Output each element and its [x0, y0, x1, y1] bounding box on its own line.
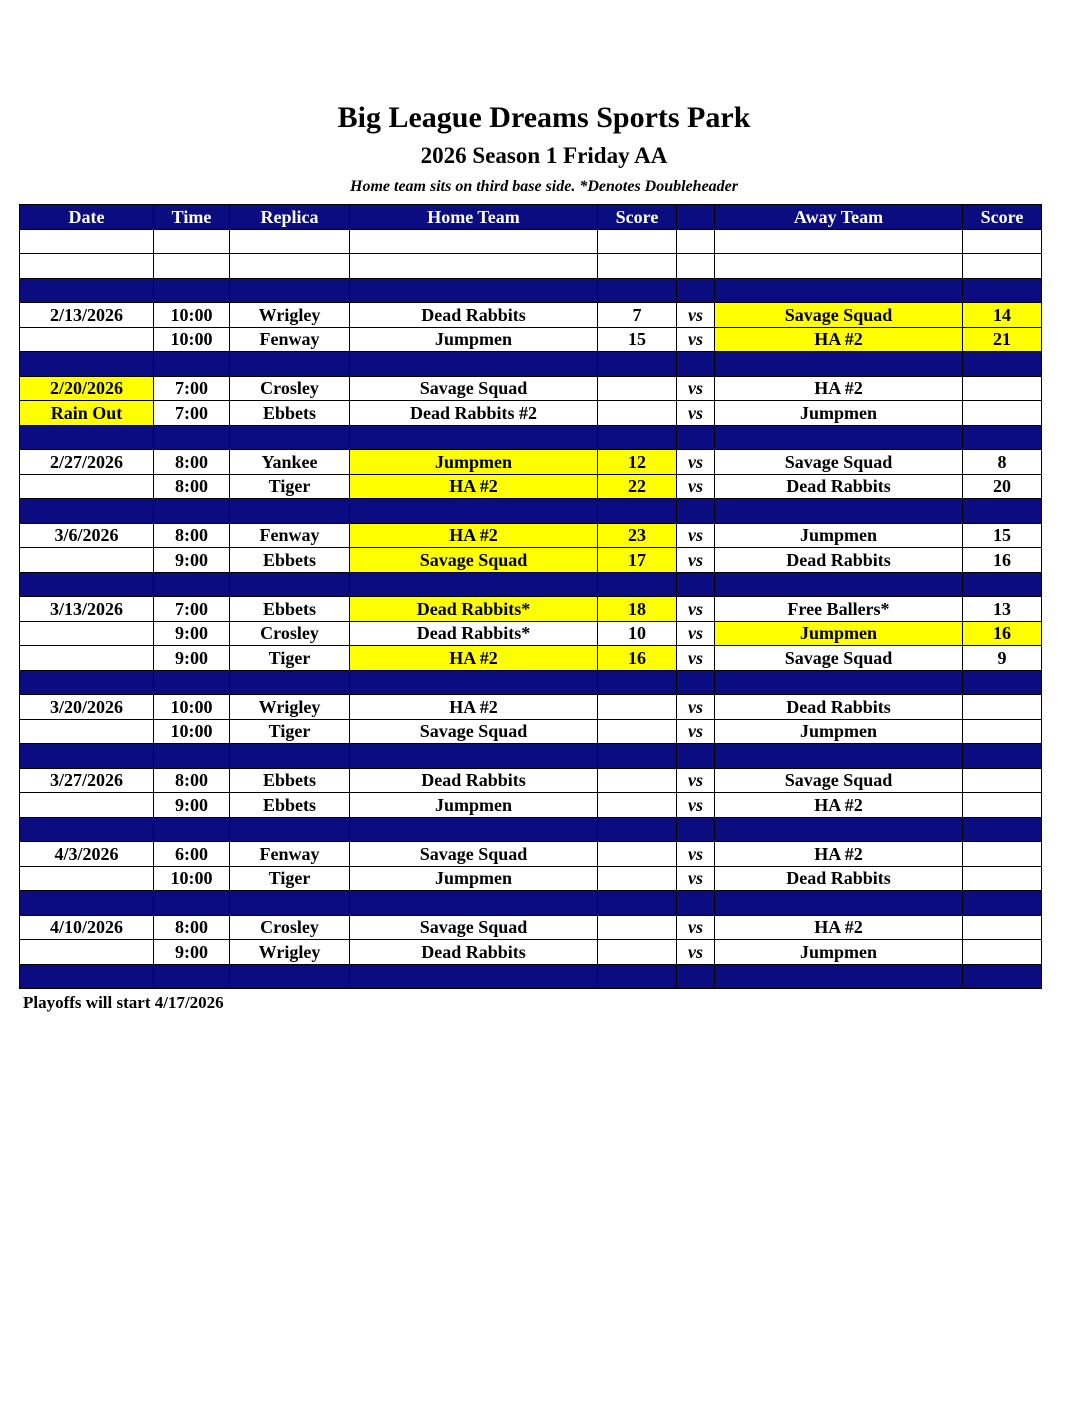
vs-cell: vs [677, 548, 715, 573]
replica-cell: Crosley [230, 376, 350, 401]
replica-cell [230, 352, 350, 377]
col-header-away-score: Score [963, 205, 1042, 230]
vs-cell [677, 964, 715, 989]
date-cell [20, 278, 154, 303]
home-team-cell [350, 817, 598, 842]
col-header-date: Date [20, 205, 154, 230]
col-header-home-team: Home Team [350, 205, 598, 230]
vs-cell: vs [677, 915, 715, 940]
separator-row [20, 964, 1042, 989]
away-team-cell [715, 964, 963, 989]
vs-cell: vs [677, 523, 715, 548]
home-team-cell [350, 499, 598, 524]
vs-cell: vs [677, 793, 715, 818]
away-team-cell: Savage Squad [715, 646, 963, 671]
home-score-cell [598, 744, 677, 769]
time-cell: 10:00 [154, 719, 230, 744]
away-score-cell [963, 866, 1042, 891]
away-score-cell [963, 572, 1042, 597]
home-score-cell [598, 254, 677, 279]
home-team-cell: Dead Rabbits [350, 303, 598, 328]
playoffs-note: Playoffs will start 4/17/2026 [23, 993, 224, 1012]
away-team-cell: HA #2 [715, 793, 963, 818]
date-cell [20, 474, 154, 499]
away-score-cell [963, 793, 1042, 818]
separator-row [20, 891, 1042, 916]
date-cell [20, 499, 154, 524]
time-cell [154, 817, 230, 842]
replica-cell: Fenway [230, 327, 350, 352]
away-score-cell: 9 [963, 646, 1042, 671]
home-score-cell [598, 915, 677, 940]
away-score-cell [963, 499, 1042, 524]
away-score-cell [963, 744, 1042, 769]
home-score-cell [598, 352, 677, 377]
date-cell: 4/10/2026 [20, 915, 154, 940]
vs-cell: vs [677, 646, 715, 671]
vs-cell [677, 817, 715, 842]
home-team-cell [350, 352, 598, 377]
time-cell: 8:00 [154, 474, 230, 499]
away-score-cell [963, 425, 1042, 450]
away-score-cell [963, 352, 1042, 377]
time-cell: 10:00 [154, 303, 230, 328]
home-score-cell [598, 499, 677, 524]
away-score-cell [963, 254, 1042, 279]
vs-cell: vs [677, 303, 715, 328]
game-row [20, 523, 1042, 548]
away-score-cell [963, 695, 1042, 720]
away-score-cell [963, 768, 1042, 793]
away-team-cell: Jumpmen [715, 719, 963, 744]
home-team-note: Home team sits on third base side. *Denotes Doubleheader [350, 178, 738, 195]
vs-cell: vs [677, 695, 715, 720]
game-row [20, 915, 1042, 940]
home-score-cell [598, 278, 677, 303]
time-cell: 7:00 [154, 597, 230, 622]
away-team-cell: Jumpmen [715, 401, 963, 426]
home-score-cell: 22 [598, 474, 677, 499]
date-cell [20, 744, 154, 769]
home-score-cell [598, 817, 677, 842]
home-score-cell [598, 768, 677, 793]
home-score-cell [598, 940, 677, 965]
home-team-cell [350, 278, 598, 303]
date-cell [20, 621, 154, 646]
away-team-cell [715, 499, 963, 524]
date-cell [20, 866, 154, 891]
home-score-cell: 15 [598, 327, 677, 352]
replica-cell [230, 670, 350, 695]
page-title: Big League Dreams Sports Park [337, 101, 751, 134]
home-score-cell [598, 695, 677, 720]
away-team-cell [715, 817, 963, 842]
game-row [20, 401, 1042, 426]
home-score-cell [598, 229, 677, 254]
away-team-cell: Jumpmen [715, 621, 963, 646]
game-row [20, 450, 1042, 475]
away-score-cell: 21 [963, 327, 1042, 352]
home-score-cell: 7 [598, 303, 677, 328]
time-cell [154, 670, 230, 695]
date-cell [20, 817, 154, 842]
home-score-cell [598, 719, 677, 744]
away-team-cell [715, 891, 963, 916]
home-score-cell: 16 [598, 646, 677, 671]
away-score-cell: 16 [963, 621, 1042, 646]
home-score-cell [598, 401, 677, 426]
replica-cell: Wrigley [230, 695, 350, 720]
separator-row [20, 670, 1042, 695]
vs-cell: vs [677, 621, 715, 646]
home-score-cell [598, 425, 677, 450]
away-team-cell [715, 744, 963, 769]
home-team-cell: Dead Rabbits* [350, 597, 598, 622]
home-score-cell: 18 [598, 597, 677, 622]
date-cell: 2/13/2026 [20, 303, 154, 328]
date-cell [20, 352, 154, 377]
replica-cell: Ebbets [230, 401, 350, 426]
away-score-cell: 14 [963, 303, 1042, 328]
date-cell: 3/27/2026 [20, 768, 154, 793]
date-cell: 3/13/2026 [20, 597, 154, 622]
away-team-cell: Jumpmen [715, 523, 963, 548]
time-cell: 10:00 [154, 695, 230, 720]
away-score-cell: 8 [963, 450, 1042, 475]
time-cell: 9:00 [154, 621, 230, 646]
away-score-cell [963, 891, 1042, 916]
away-score-cell [963, 842, 1042, 867]
away-team-cell: Free Ballers* [715, 597, 963, 622]
away-team-cell: Dead Rabbits [715, 866, 963, 891]
home-team-cell: Dead Rabbits [350, 768, 598, 793]
away-team-cell [715, 670, 963, 695]
away-team-cell [715, 254, 963, 279]
away-team-cell: Savage Squad [715, 450, 963, 475]
vs-cell [677, 278, 715, 303]
replica-cell: Wrigley [230, 940, 350, 965]
replica-cell: Crosley [230, 915, 350, 940]
game-row [20, 376, 1042, 401]
home-score-cell: 10 [598, 621, 677, 646]
separator-row [20, 352, 1042, 377]
home-score-cell [598, 376, 677, 401]
replica-cell [230, 817, 350, 842]
home-team-cell: Dead Rabbits #2 [350, 401, 598, 426]
away-score-cell [963, 817, 1042, 842]
vs-cell: vs [677, 940, 715, 965]
away-team-cell: HA #2 [715, 376, 963, 401]
date-cell: 2/27/2026 [20, 450, 154, 475]
game-row [20, 768, 1042, 793]
time-cell: 9:00 [154, 940, 230, 965]
away-team-cell: Jumpmen [715, 940, 963, 965]
time-cell: 7:00 [154, 376, 230, 401]
game-row [20, 597, 1042, 622]
vs-cell: vs [677, 842, 715, 867]
game-row [20, 303, 1042, 328]
away-score-cell [963, 278, 1042, 303]
home-team-cell [350, 572, 598, 597]
time-cell: 9:00 [154, 793, 230, 818]
separator-row [20, 278, 1042, 303]
replica-cell: Ebbets [230, 768, 350, 793]
vs-cell: vs [677, 376, 715, 401]
separator-row [20, 425, 1042, 450]
away-team-cell [715, 352, 963, 377]
vs-cell [677, 425, 715, 450]
away-team-cell: Savage Squad [715, 303, 963, 328]
home-team-cell: Jumpmen [350, 793, 598, 818]
season-subtitle: 2026 Season 1 Friday AA [420, 143, 668, 168]
away-score-cell [963, 964, 1042, 989]
home-team-cell: Savage Squad [350, 376, 598, 401]
time-cell: 8:00 [154, 523, 230, 548]
away-score-cell [963, 670, 1042, 695]
vs-cell: vs [677, 401, 715, 426]
date-cell: 3/20/2026 [20, 695, 154, 720]
away-score-cell [963, 915, 1042, 940]
home-score-cell [598, 964, 677, 989]
col-header-replica: Replica [230, 205, 350, 230]
vs-cell [677, 572, 715, 597]
home-team-cell [350, 891, 598, 916]
replica-cell: Tiger [230, 866, 350, 891]
game-row [20, 866, 1042, 891]
time-cell [154, 278, 230, 303]
home-team-cell: HA #2 [350, 523, 598, 548]
replica-cell [230, 254, 350, 279]
away-team-cell: Savage Squad [715, 768, 963, 793]
home-team-cell: Savage Squad [350, 915, 598, 940]
home-score-cell: 23 [598, 523, 677, 548]
away-team-cell: Dead Rabbits [715, 695, 963, 720]
vs-cell [677, 229, 715, 254]
time-cell: 6:00 [154, 842, 230, 867]
game-row [20, 548, 1042, 573]
replica-cell: Fenway [230, 842, 350, 867]
away-team-cell: HA #2 [715, 327, 963, 352]
date-cell [20, 891, 154, 916]
vs-cell: vs [677, 768, 715, 793]
away-score-cell [963, 376, 1042, 401]
away-score-cell: 20 [963, 474, 1042, 499]
game-row [20, 327, 1042, 352]
game-row [20, 719, 1042, 744]
replica-cell [230, 572, 350, 597]
col-header-time: Time [154, 205, 230, 230]
time-cell [154, 744, 230, 769]
replica-cell [230, 425, 350, 450]
away-team-cell [715, 278, 963, 303]
home-team-cell: Dead Rabbits* [350, 621, 598, 646]
col-header-home-score: Score [598, 205, 677, 230]
time-cell: 7:00 [154, 401, 230, 426]
replica-cell: Fenway [230, 523, 350, 548]
time-cell: 8:00 [154, 450, 230, 475]
home-team-cell [350, 254, 598, 279]
away-score-cell: 16 [963, 548, 1042, 573]
home-team-cell: HA #2 [350, 646, 598, 671]
vs-cell [677, 744, 715, 769]
game-row [20, 621, 1042, 646]
time-cell: 9:00 [154, 646, 230, 671]
replica-cell [230, 891, 350, 916]
home-score-cell [598, 670, 677, 695]
vs-cell [677, 499, 715, 524]
away-team-cell [715, 572, 963, 597]
time-cell [154, 254, 230, 279]
vs-cell: vs [677, 597, 715, 622]
schedule-table [19, 204, 1042, 989]
date-cell [20, 425, 154, 450]
time-cell: 8:00 [154, 915, 230, 940]
home-team-cell [350, 670, 598, 695]
replica-cell [230, 278, 350, 303]
home-team-cell: Dead Rabbits [350, 940, 598, 965]
time-cell: 8:00 [154, 768, 230, 793]
separator-row [20, 499, 1042, 524]
date-cell: 4/3/2026 [20, 842, 154, 867]
home-score-cell [598, 891, 677, 916]
date-cell [20, 670, 154, 695]
time-cell [154, 499, 230, 524]
date-cell [20, 254, 154, 279]
date-cell [20, 646, 154, 671]
replica-cell: Ebbets [230, 548, 350, 573]
vs-cell [677, 670, 715, 695]
vs-cell [677, 352, 715, 377]
vs-cell: vs [677, 866, 715, 891]
replica-cell: Crosley [230, 621, 350, 646]
vs-cell [677, 254, 715, 279]
time-cell [154, 964, 230, 989]
time-cell: 9:00 [154, 548, 230, 573]
home-team-cell: Savage Squad [350, 548, 598, 573]
home-team-cell [350, 744, 598, 769]
home-team-cell: Savage Squad [350, 842, 598, 867]
vs-cell: vs [677, 450, 715, 475]
home-team-cell: Jumpmen [350, 450, 598, 475]
date-cell [20, 548, 154, 573]
replica-cell [230, 964, 350, 989]
blank-row [20, 254, 1042, 279]
replica-cell: Yankee [230, 450, 350, 475]
game-row [20, 793, 1042, 818]
home-score-cell: 17 [598, 548, 677, 573]
separator-row [20, 817, 1042, 842]
replica-cell: Wrigley [230, 303, 350, 328]
home-team-cell [350, 425, 598, 450]
time-cell [154, 891, 230, 916]
date-cell [20, 940, 154, 965]
vs-cell: vs [677, 474, 715, 499]
replica-cell: Tiger [230, 474, 350, 499]
replica-cell [230, 744, 350, 769]
home-team-cell: HA #2 [350, 695, 598, 720]
home-team-cell [350, 229, 598, 254]
separator-row [20, 572, 1042, 597]
game-row [20, 695, 1042, 720]
home-team-cell [350, 964, 598, 989]
time-cell [154, 229, 230, 254]
home-score-cell [598, 572, 677, 597]
away-score-cell [963, 719, 1042, 744]
away-score-cell [963, 401, 1042, 426]
time-cell: 10:00 [154, 866, 230, 891]
away-team-cell: HA #2 [715, 915, 963, 940]
game-row [20, 646, 1042, 671]
date-cell [20, 719, 154, 744]
home-team-cell: HA #2 [350, 474, 598, 499]
away-team-cell: Dead Rabbits [715, 548, 963, 573]
away-score-cell [963, 229, 1042, 254]
away-team-cell: HA #2 [715, 842, 963, 867]
replica-cell: Ebbets [230, 597, 350, 622]
home-score-cell [598, 793, 677, 818]
col-header-away-team: Away Team [715, 205, 963, 230]
date-cell: Rain Out [20, 401, 154, 426]
separator-row [20, 744, 1042, 769]
time-cell [154, 352, 230, 377]
away-score-cell [963, 940, 1042, 965]
replica-cell: Tiger [230, 646, 350, 671]
vs-cell [677, 891, 715, 916]
replica-cell [230, 229, 350, 254]
time-cell [154, 572, 230, 597]
time-cell: 10:00 [154, 327, 230, 352]
date-cell [20, 572, 154, 597]
vs-cell: vs [677, 327, 715, 352]
replica-cell: Ebbets [230, 793, 350, 818]
home-score-cell [598, 842, 677, 867]
away-team-cell: Dead Rabbits [715, 474, 963, 499]
date-cell: 3/6/2026 [20, 523, 154, 548]
date-cell [20, 964, 154, 989]
home-score-cell: 12 [598, 450, 677, 475]
home-team-cell: Jumpmen [350, 327, 598, 352]
date-cell [20, 793, 154, 818]
away-score-cell: 13 [963, 597, 1042, 622]
header-row [20, 205, 1042, 230]
away-score-cell: 15 [963, 523, 1042, 548]
home-score-cell [598, 866, 677, 891]
replica-cell: Tiger [230, 719, 350, 744]
date-cell [20, 327, 154, 352]
time-cell [154, 425, 230, 450]
date-cell: 2/20/2026 [20, 376, 154, 401]
game-row [20, 474, 1042, 499]
blank-row [20, 229, 1042, 254]
home-team-cell: Savage Squad [350, 719, 598, 744]
col-header-vs [677, 205, 715, 230]
game-row [20, 842, 1042, 867]
home-team-cell: Jumpmen [350, 866, 598, 891]
schedule-body [20, 229, 1042, 989]
away-team-cell [715, 425, 963, 450]
date-cell [20, 229, 154, 254]
vs-cell: vs [677, 719, 715, 744]
game-row [20, 940, 1042, 965]
away-team-cell [715, 229, 963, 254]
replica-cell [230, 499, 350, 524]
